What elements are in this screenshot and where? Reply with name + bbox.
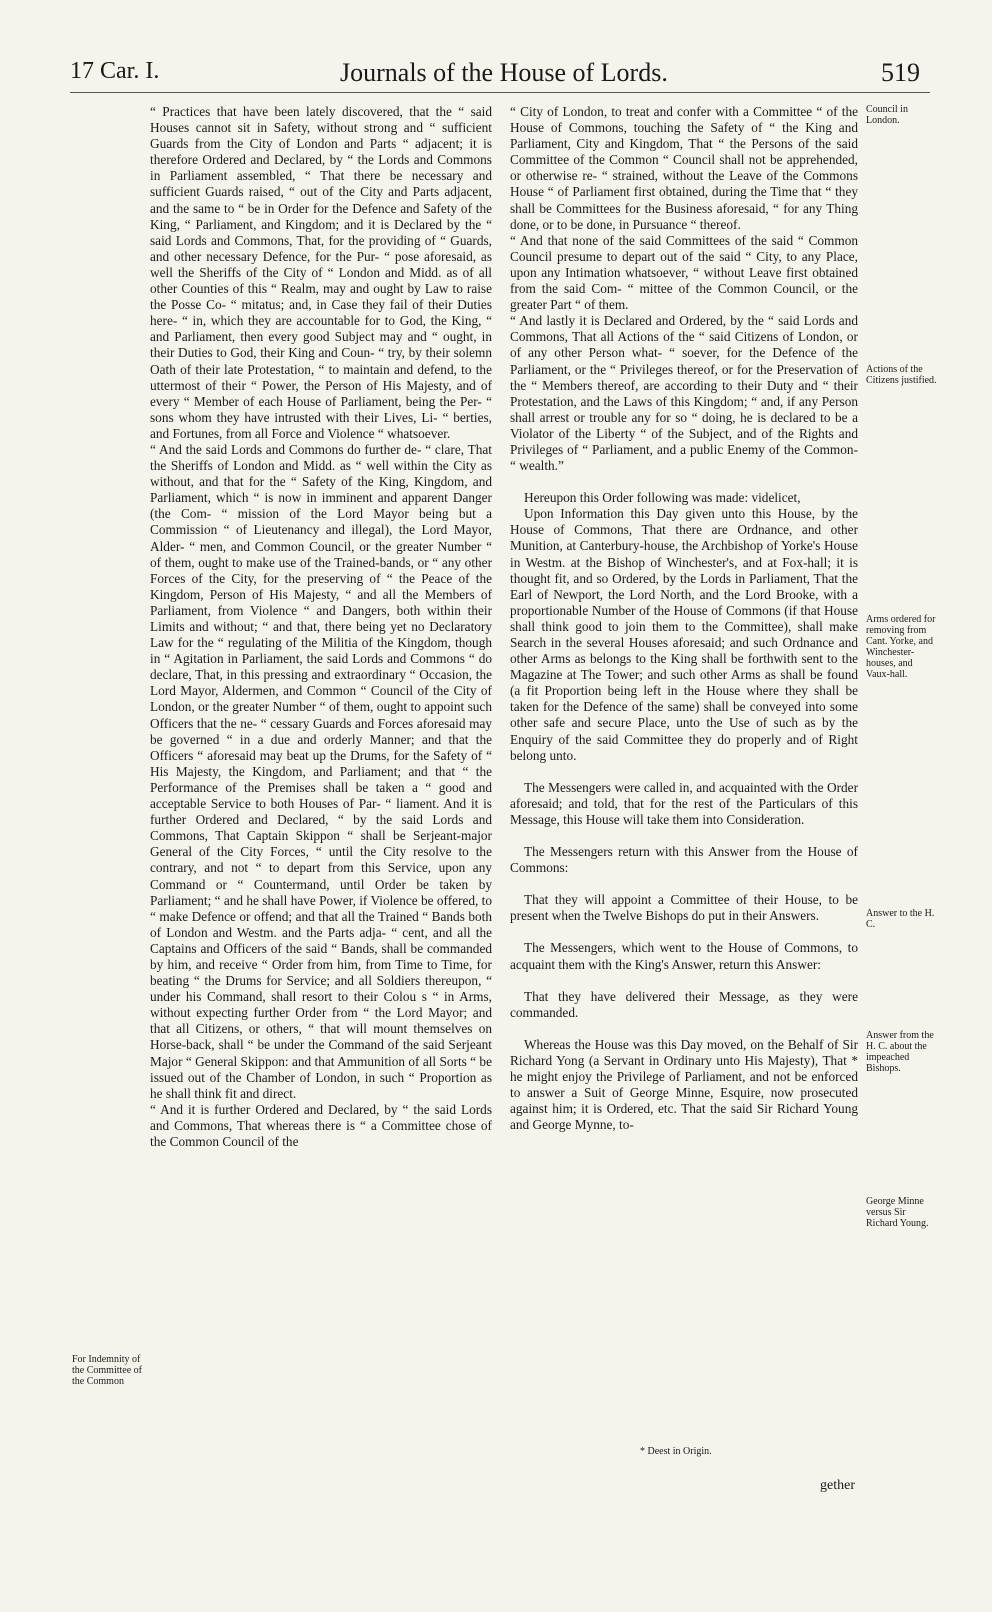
running-title: Journals of the House of Lords.	[340, 58, 668, 87]
paragraph: “ And it is further Ordered and Declared, by “ the said Lords and Commons, That whereas there is “ a Committee chose of the Common Council of the	[150, 1101, 492, 1149]
catchword: gether	[820, 1478, 855, 1493]
left-column	[150, 104, 492, 1150]
paragraph: The Messengers were called in, and acquainted with the Order aforesaid; and told, that for the rest of the Particulars of this Message, this House will take them into Consideration.	[510, 779, 858, 827]
margin-note-indemnity: For Indemnity of the Committee of the Common	[72, 1354, 142, 1387]
paragraph: The Messengers, which went to the House of Commons, to acquaint them with the King's Answer, return this Answer:	[510, 940, 858, 972]
paragraph: “ And the said Lords and Commons do further de- “ clare, That the Sheriffs of London and Midd. as “ well within the City as without, and that for the “ Safety of the King, Kingdom, and Parliament, which “ is now in imminent and apparent Danger (the Com- “ mission of the Lord Mayor being but a Commission “ of Lieutenancy and illegal), the Lord Mayor, Alder- “ men, and Common Council, or the greater Number “ of them, ought to make use of the Trained-bands, or “ any other Forces of the City, for the preserving of “ the Peace of the Kingdom, Person of His Majesty, “ and all the Members of Parliament, from Violence “ and Dangers, both within their Limits and without; “ and that, there being yet no Declaratory Law for the “ regulating of the Militia of the Kingdom, though in “ Agitation in Parliament, the said Lords and Commons “ do declare, That, in this pressing and extraordinary “ Occasion, the Lord Mayor, Aldermen, and Common “ Council of the City of London, or the greater Number “ of them, ought to appoint such Officers that the ne- “ cessary Guards and Forces aforesaid may be governed “ in a due and orderly Manner; and that the Officers “ aforesaid may beat up the Drums, for the Safety of “ His Majesty, the Kingdom, and Parliament; and that “ the Performance of the Premises shall be taken a “ good and acceptable Service to both Houses of Par- “ liament. And it is further Ordered and Declared, “ by the said Lords and Commons, That Captain Skippon “ shall be Serjeant-major General of the City Forces, “ until the City resolve to the contrary, and not “ to depart from this Service, upon any Command or “ Countermand, until Order be taken by Parliament; “ and he shall have Power, if Violence be offered, to “ make Defence or offend; and that all the Trained “ Bands both of London and Westm. and the Parts adja- “ cent, and all the Captains and Officers of the said “ Bands, shall be commanded by him, and receive “ Order from him, from Time to Time, for beating “ the Drums for Service; and all Soldiers thereupon, “ under his Command, shall resort to their Colou s “ in Arms, without expecting further Order from “ the Lord Mayor; and that all Citizens, or others, “ that will mount themselves on Horse-back, shall “ be under the Command of the said Serjeant Major “ General Skippon: and that Ammunition of all Sorts “ be issued out of the Chamber of London, in such “ Proportion as he shall think fit and direct.	[150, 441, 492, 1101]
paragraph: That they have delivered their Message, as they were commanded.	[510, 988, 858, 1020]
paragraph: “ City of London, to treat and confer with a Committee “ of the House of Commons, touching the Safety of “ the King and Parliament, City and Kingdom, That “ the Persons of the said Committee of the Common “ Council shall not be apprehended, or otherwise re- “ strained, without the Leave of the Commons House “ of Parliament first obtained, during the Time that “ they shall be Committees for the Business aforesaid, “ for any Thing done, or to be done, in Pursuance “ thereof.	[510, 104, 858, 232]
margin-note-arms: Arms ordered for removing from Cant. Yorke, and Winchester-houses, and Vaux-hall.	[866, 614, 936, 680]
paragraph: “ Practices that have been lately discovered, that the “ said Houses cannot sit in Safety, without strong and “ sufficient Guards from the City of London and Parts “ adjacent; it is therefore Ordered and Declared, by “ the Lords and Commons in Parliament assembled, “ That there be necessary and sufficient Guards raised, “ out of the City and Parts adjacent, and the same to “ be in Order for the Defence and Safety of the King, “ Parliament, and Kingdom; and it is Declared by the “ said Lords and Commons, That, for the providing of “ Guards, and other necessary Defence, for the Pur- “ pose aforesaid, as well the Sheriffs of the City of “ London and Midd. as of all other Counties of this “ Realm, may and ought by Law to raise the Posse Co- “ mitatus; and, in Case they fail of their Duties here- “ in, which they are accountable for to God, the King, “ and Parliament, then every good Subject may and “ ought, in their Duties to God, their King and Coun- “ try, by their solemn Oath of their late Protestation, “ to maintain and defend, to the uttermost of their “ Power, the Person of His Majesty, and of every “ Member of each House of Parliament, being the Per- “ sons whom they have intrusted with their Lives, Li- “ berties, and Fortunes, from all Force and Violence “ whatsoever.	[150, 104, 492, 441]
paragraph: Hereupon this Order following was made: videlicet,	[524, 490, 801, 506]
margin-note-answer-hc: Answer to the H. C.	[866, 908, 935, 930]
margin-note-answer-bishops: Answer from the H. C. about the impeached Bishops.	[866, 1030, 934, 1074]
header-rule	[70, 92, 930, 93]
paragraph: “ And lastly it is Declared and Ordered, by the “ said Lords and Commons, That all Actions of the “ said Citizens of London, or of any other Person what- “ soever, for the Defence of the Parliament, or the “ Privileges thereof, or for the Preservation of the “ Members thereof, are according to their Duty and “ their Protestation, and the Laws of this Kingdom; “ and, if any Person shall arrest or trouble any for so “ doing, he is declared to be a Violator of the Liberty “ of the Subject, and of the Rights and Privileges of “ Parliament, and a public Enemy of the Common- “ wealth.”	[510, 313, 858, 474]
page-number: 519	[881, 58, 920, 87]
paragraph: The Messengers return with this Answer from the House of Commons:	[510, 844, 858, 876]
regnal-year: 17 Car. I.	[70, 58, 160, 84]
paragraph: “ And that none of the said Committees of the said “ Common Council presume to depart out of the said “ City, to any Place, upon any Intimation whatsoever, “ without Leave first obtained from the said Com- “ mittee of the Common Council, or the greater Part “ of them.	[510, 232, 858, 313]
paragraph: Whereas the House was this Day moved, on the Behalf of Sir Richard Yong (a Servant in Ordinary unto His Majesty), That * he might enjoy the Privilege of Parliament, and not be enforced to answer a Suit of George Minne, Esquire, now prosecuted against him; it is Ordered, etc. That the said Sir Richard Young and George Mynne, to-	[510, 1036, 858, 1133]
footnote: * Deest in Origin.	[640, 1446, 712, 1457]
margin-note-council: Council in London.	[866, 104, 908, 126]
paragraph: That they will appoint a Committee of their House, to be present when the Twelve Bishops do put in their Answers.	[510, 892, 858, 924]
margin-note-minne: George Minne versus Sir Richard Young.	[866, 1196, 929, 1229]
paragraph: Upon Information this Day given unto this House, by the House of Commons, That there are Ordnance, and other Munition, at Canterbury-house, the Archbishop of Yorke's House in Westm. at the Bishop of Winchester's, and at Fox-hall; it is thought fit, and so Ordered, by the Lords in Parliament, That the Earl of Newport, the Lord North, and the Lord Brooke, with a proportionable Number of the House of Commons (if that House shall think good to join them to the Committee), shall make Search in the several Houses aforesaid; and such Ordnance and other Arms as belongs to the King shall be forthwith sent to the Magazine at The Tower; and such other Arms as shall be found (a fit Proportion being left in the House where they shall be taken for the Defence of the same) shall be conveyed into some other safe and secure Place, unto the Use of such as by the Enquiry of the said Committee they do properly and of Right belong unto.	[510, 506, 858, 763]
margin-note-actions: Actions of the Citizens justified.	[866, 364, 937, 386]
right-column	[510, 104, 858, 1133]
